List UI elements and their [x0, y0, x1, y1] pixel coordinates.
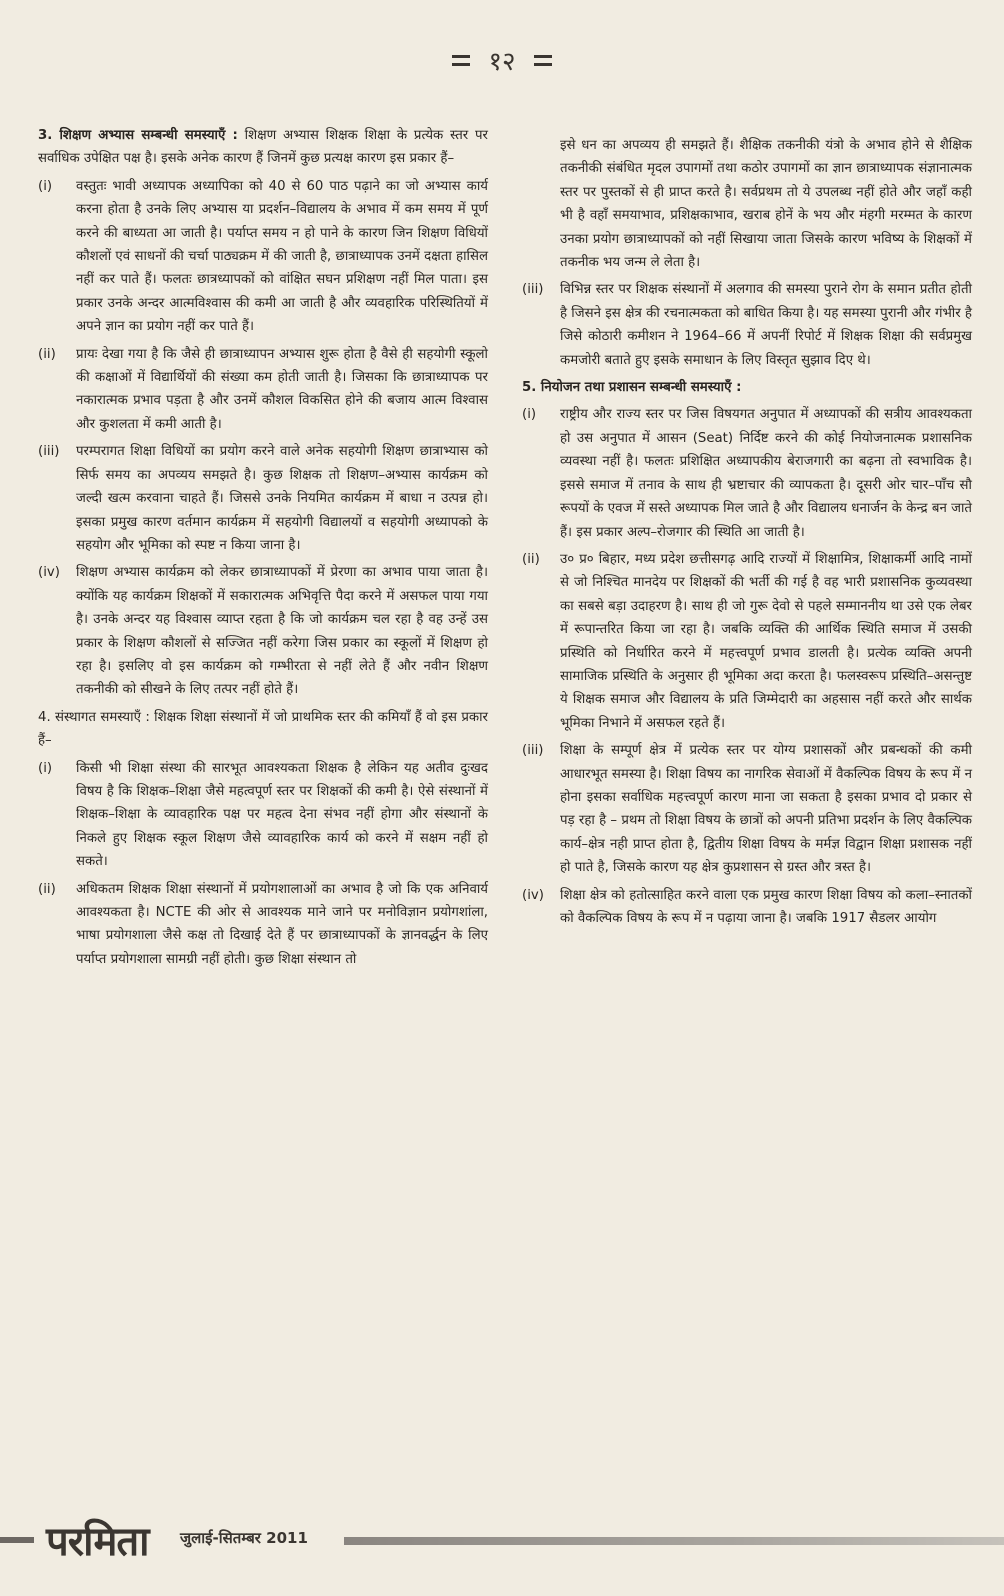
- item-marker: (i): [38, 760, 53, 776]
- page-number-text: १२: [488, 47, 516, 77]
- list-item: [38, 343, 488, 437]
- item-text: विभिन्न स्तर पर शिक्षक संस्थानों में अलगाव की समस्या पुराने रोग के समान प्रतीत होती है जिसने इस क्षेत्र की रचनात्मकता को बाधित किया है। यह समस्या पुरानी और गंभीर है जिसे कोठारी कमीशन ने 1964–66 में अपनीं रिपोर्ट में शिक्षक शिक्षा की सर्वप्रमुख कमजोरी बताते हुए इसके समाधान के लिए विस्तृत सुझाव दिए थे।: [560, 282, 972, 368]
- item-marker: (iv): [522, 887, 544, 903]
- item-text: प्रायः देखा गया है कि जैसे ही छात्राध्यापन अभ्यास शुरू होता है वैसे ही सहयोगी स्कूलो की कक्षाओं में विद्यार्थियों की संख्या कम होती जाती है। जिसका कि छात्राध्यापक पर नकारात्मक प्रभाव पड़ता है और उनमें कौशल विकसित होने की बजाय आत्म विश्वास और कुशलता में कमी आती है।: [76, 346, 488, 432]
- item-marker: (ii): [522, 551, 540, 567]
- item-text: शिक्षण अभ्यास कार्यक्रम को लेकर छात्राध्यापकों में प्रेरणा का अभाव पाया जाता है। क्योंकि यह कार्यक्रम शिक्षकों में सकारात्मक अभिवृत्ति पैदा करने में असफल पाया गया है। उनके अन्दर यह विश्वास व्याप्त रहता है कि जो कार्यक्रम चल रहा है वह उन्हें उस प्रकार के शिक्षण कौशलों से सज्जित नहीं करेगा जिस प्रकार का स्कूलों में शिक्षण हो रहा है। इसलिए वो इस कार्यक्रम को गम्भीरता से नहीं लेते हैं और नवीन शिक्षण तकनीकी को सीखने के लिए तत्पर नहीं होते हैं।: [76, 565, 488, 698]
- page-number: [0, 42, 1004, 78]
- item-text: वस्तुतः भावी अध्यापक अध्यापिका को 40 से 60 पाठ पढ़ाने का जो अभ्यास कार्य करना होता है उनके लिए अभ्यास या प्रदर्शन–विद्यालय के अभाव में कम समय में पूर्ण करने की बाध्यता आ जाती है। पर्याप्त समय न हो पाने के कारण जिन शिक्षण विधियों कौशलों एवं साधनों की चर्चा पाठ्यक्रम में की जाती है, छात्राध्यापक उनमें दक्षता हासिल नहीं कर पाते हैं। फलतः छात्रध्यापकों को वांक्षित सघन प्रशिक्षण नहीं मिल पाता। इस प्रकार उनके अन्दर आत्मविश्वास की कमी आ जाती है और व्यवहारिक परिस्थितियों में अपने ज्ञान का प्रयोग नहीं कर पाते हैं।: [76, 178, 488, 335]
- right-ornament: [534, 50, 552, 71]
- item-text: राष्ट्रीय और राज्य स्तर पर जिस विषयगत अनुपात में अध्यापकों की सत्रीय आवश्यकता हो उस अनुपात में आसन (Seat) निर्दिष्ट करने की कोई नियोजनात्मक प्रशासनिक व्यवस्था नहीं है। फलतः प्रशिक्षित अध्यापकीय बेराजगारी का बढ़ना तो स्वभाविक है। इससे समाज में तनाव के साथ ही भ्रष्टाचार की व्यापकता है। दूसरी ओर चार–पाँच सौ रूपयों के एवज में सस्ते अध्यापक मिल जाते है और विद्यालय धनार्जन के केन्द्र बन जाते हैं। इस प्रकार अल्प–रोजगार की स्थिति आ जाती है।: [560, 407, 972, 540]
- item-marker: (ii): [38, 881, 56, 897]
- item-marker: (iv): [38, 565, 60, 581]
- footer-rule-left: [0, 1537, 34, 1543]
- list-item: [522, 278, 972, 372]
- list-item: [522, 884, 972, 931]
- list-item: [522, 403, 972, 543]
- item-marker: (iii): [38, 444, 60, 460]
- continued-paragraph: [522, 134, 972, 274]
- section-3-intro-text: शिक्षण अभ्यास शिक्षक शिक्षा के प्रत्येक स्तर पर सर्वाधिक उपेक्षित पक्ष है। इसके अनेक कारण हैं जिनमें कुछ प्रत्यक्ष कारण इस प्रकार हैं–: [38, 128, 488, 167]
- item-text: अधिकतम शिक्षक शिक्षा संस्थानों में प्रयोगशालाओं का अभाव है जो कि एक अनिवार्य आवश्यकता है। NCTE की ओर से आवश्यक माने जाने पर मनोविज्ञान प्रयोगशांला, भाषा प्रयोगशाला जैसे कक्ष तो दिखाई देते हैं पर छात्राध्यापकों के ज्ञानवर्द्धन के लिए पर्याप्त प्रयोगशाला सामग्री नहीं होती। कुछ शिक्षा संस्थान तो: [76, 881, 488, 967]
- magazine-logo: परमिता: [46, 1518, 149, 1565]
- section-4-intro: 4. संस्थागत समस्याएँ : शिक्षक शिक्षा संस्थानों में जो प्राथमिक स्तर की कमियाँ हैं वो इस प्रकार हैं–: [38, 709, 488, 749]
- item-marker: (iii): [522, 282, 544, 298]
- item-marker: (i): [522, 407, 537, 423]
- section-5-heading: 5. नियोजन तथा प्रशासन सम्बन्धी समस्याएँ :: [522, 380, 742, 396]
- list-item: [38, 440, 488, 557]
- item-marker: (i): [38, 178, 53, 194]
- list-item: [38, 561, 488, 701]
- left-column: [38, 124, 488, 975]
- list-item: [38, 175, 488, 339]
- item-text: परम्परागत शिक्षा विधियों का प्रयोग करने वाले अनेक सहयोगी शिक्षण छात्राभ्यास को सिर्फ समय का अपव्यय समझते है। कुछ शिक्षक तो शिक्षण–अभ्यास कार्यक्रम को जल्दी खत्म करवाना चाहते हैं। जिससे उनके नियमित कार्यक्रम में बाधा न उत्पन्न हो। इसका प्रमुख कारण वर्तमान कार्यक्रम में सहयोगी विद्यालयों व सहयोगी अध्यापको के सहयोग और भूमिका को स्पष्ट न किया जाना है।: [76, 444, 488, 553]
- section-3-intro: [38, 124, 488, 171]
- footer: [0, 1512, 1004, 1564]
- item-text: शिक्षा के सम्पूर्ण क्षेत्र में प्रत्येक स्तर पर योग्य प्रशासकों और प्रबन्धकों की कमी आधारभूत समस्या है। शिक्षा विषय का नागरिक सेवाओं में वैकल्पिक विषय के रूप में न होना इसका सर्वाधिक महत्त्वपूर्ण कारण माना जा सकता है इसका प्रभाव दो प्रकार से पड़ रहा है – प्रथम तो शिक्षा विषय के छात्रों को अपनी प्रतिभा प्रदर्शन के लिए वैकल्पिक कार्य–क्षेत्र नही प्राप्त होता है, द्वितीय शिक्षा विषय के मर्मज्ञ विद्वान शिक्षा प्रशासक नहीं हो पाते है, जिसके कारण यह क्षेत्र कुप्रशासन से ग्रस्त और त्रस्त है।: [560, 743, 972, 876]
- list-item: [38, 757, 488, 874]
- list-item: [38, 878, 488, 972]
- item-text: शिक्षा क्षेत्र को हतोत्साहित करने वाला एक प्रमुख कारण शिक्षा विषय को कला–स्नातकों को वैकल्पिक विषय के रूप में न पढ़ाया जाना है। जबकि 1917 सैडलर आयोग: [560, 887, 972, 926]
- item-text: उ० प्र० बिहार, मध्य प्रदेश छत्तीसगढ़ आदि राज्यों में शिक्षामित्र, शिक्षाकर्मी आदि नामों से जो निश्चित मानदेय पर शिक्षकों की भर्ती की गई है वह भारी प्रशासनिक कुव्यवस्था का सबसे बड़ा उदाहरण है। साथ ही जो गुरू देवो से पहले सम्माननीय था उसे एक लेबर में रूपान्तरित किया जा रहा है। जबकि व्यक्ति की आर्थिक स्थिति समाज में उसकी प्रस्थिति को निर्धारित करने में महत्त्वपूर्ण प्रभाव डालती है। प्रत्येक व्यक्ति अपनी सामाजिक प्रस्थिति के अनुसार ही भूमिका अदा करता है। फलस्वरूप प्रस्थिति–असन्तुष्ट ये शिक्षक समाज और विद्यालय के प्रति जिम्मेदारी का अहसास नहीं करते और सार्थक भूमिका निभाने में असफल रहते हैं।: [560, 551, 972, 731]
- item-marker: (ii): [38, 346, 56, 362]
- list-item: [522, 739, 972, 879]
- right-column: [522, 130, 972, 934]
- issue-date: जुलाई-सितम्बर 2011: [180, 1529, 308, 1547]
- item-text: इसे धन का अपव्यय ही समझते हैं। शैक्षिक तकनीकी यंत्रो के अभाव होने से शैक्षिक तकनीकी संबंधित मृदल उपागमों तथा कठोर उपागमों का ज्ञान छात्राध्यापक संज्ञानात्मक स्तर पर पुस्तकों से ही प्राप्त करते है। सर्वप्रथम तो ये उपलब्ध नहीं होते और जहाँ कही भी है वहाँ समयाभाव, प्रशिक्षकाभाव, खराब होनें के भय और मंहगी मरम्मत के कारण उनका प्रयोग छात्राध्यापकों को नहीं सिखाया जाता जिसके कारण भविष्य के शिक्षकों में तकनीक भय जन्म ले लेता है।: [560, 138, 973, 271]
- section-3-heading: 3. शिक्षण अभ्यास सम्बन्धी समस्याएँ :: [38, 128, 238, 143]
- item-marker: (iii): [522, 743, 544, 759]
- footer-rule-right: [344, 1537, 1004, 1545]
- list-item: [522, 548, 972, 735]
- left-ornament: [452, 50, 470, 71]
- item-text: किसी भी शिक्षा संस्था की सारभूत आवश्यकता शिक्षक है लेकिन यह अतीव दुःखद विषय है कि शिक्षक–शिक्षा जैसे महत्वपूर्ण स्तर पर शिक्षकों की कमी है। ऐसे संस्थानों में शिक्षक–शिक्षा के व्यावहारिक पक्ष पर महत्व देना संभव नहीं होगा और संस्थानों के निकले हुए शिक्षक स्कूल शिक्षण जैसे व्यावहारिक कार्य को करने में सक्षम नहीं हो सकते।: [76, 760, 488, 870]
